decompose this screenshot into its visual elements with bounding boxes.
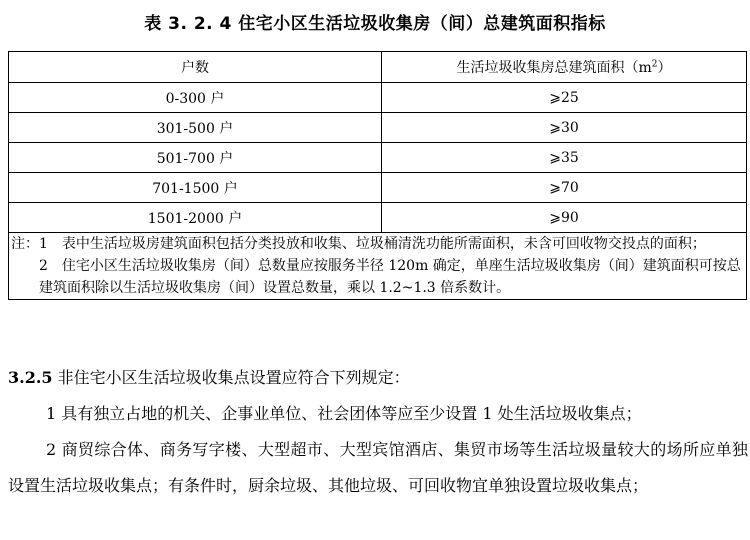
header-households: 户数 [9, 52, 382, 83]
table-row [9, 83, 747, 113]
area-indicator-table [8, 51, 747, 300]
header-area-suffix: ） [657, 60, 672, 76]
cell-households: 501-700 户 [9, 143, 382, 173]
table-row [9, 113, 747, 143]
table-notes [9, 233, 747, 300]
note-2: 2 住宅小区生活垃圾收集房（间）总数量应按服务半径 120m 确定，单座生活垃圾收集房（间）建筑面积可按总建筑面积除以生活垃圾收集房（间）设置总数量，乘以 1.2~1.3 倍系数计。 [39, 258, 741, 296]
cell-area: ⩾30 [382, 113, 747, 143]
clause-item-2: 2 商贸综合体、商务写字楼、大型超市、大型宾馆酒店、集贸市场等生活垃圾量较大的场所应单独设置生活垃圾收集点；有条件时，厨余垃圾、其他垃圾、可回收物宜单独设置垃圾收集点； [8, 440, 748, 495]
header-area [382, 52, 747, 83]
table-row [9, 173, 747, 203]
clause-section [8, 360, 748, 504]
header-area-prefix: 生活垃圾收集房总建筑面积（m [456, 60, 652, 76]
cell-area: ⩾70 [382, 173, 747, 203]
table-caption: 表 3. 2. 4 住宅小区生活垃圾收集房（间）总建筑面积指标 [144, 14, 606, 34]
header-area-sup: 2 [651, 59, 658, 70]
cell-households: 301-500 户 [9, 113, 382, 143]
table-row [9, 203, 747, 233]
cell-households: 1501-2000 户 [9, 203, 382, 233]
cell-households: 0-300 户 [9, 83, 382, 113]
clause-title: 非住宅小区生活垃圾收集点设置应符合下列规定： [52, 368, 410, 387]
cell-households: 701-1500 户 [9, 173, 382, 203]
table-header-row [9, 52, 747, 83]
cell-area: ⩾25 [382, 83, 747, 113]
table-row [9, 143, 747, 173]
cell-area: ⩾90 [382, 203, 747, 233]
cell-area: ⩾35 [382, 143, 747, 173]
note-1: 注：1 表中生活垃圾房建筑面积包括分类投放和收集、垃圾桶清洗功能所需面积，未含可回收物交投点的面积； [11, 236, 706, 252]
clause-number: 3.2.5 [8, 368, 53, 387]
table-note-row [9, 233, 747, 300]
clause-heading [8, 360, 748, 396]
clause-item-1: 1 具有独立占地的机关、企事业单位、社会团体等应至少设置 1 处生活垃圾收集点； [46, 404, 642, 423]
